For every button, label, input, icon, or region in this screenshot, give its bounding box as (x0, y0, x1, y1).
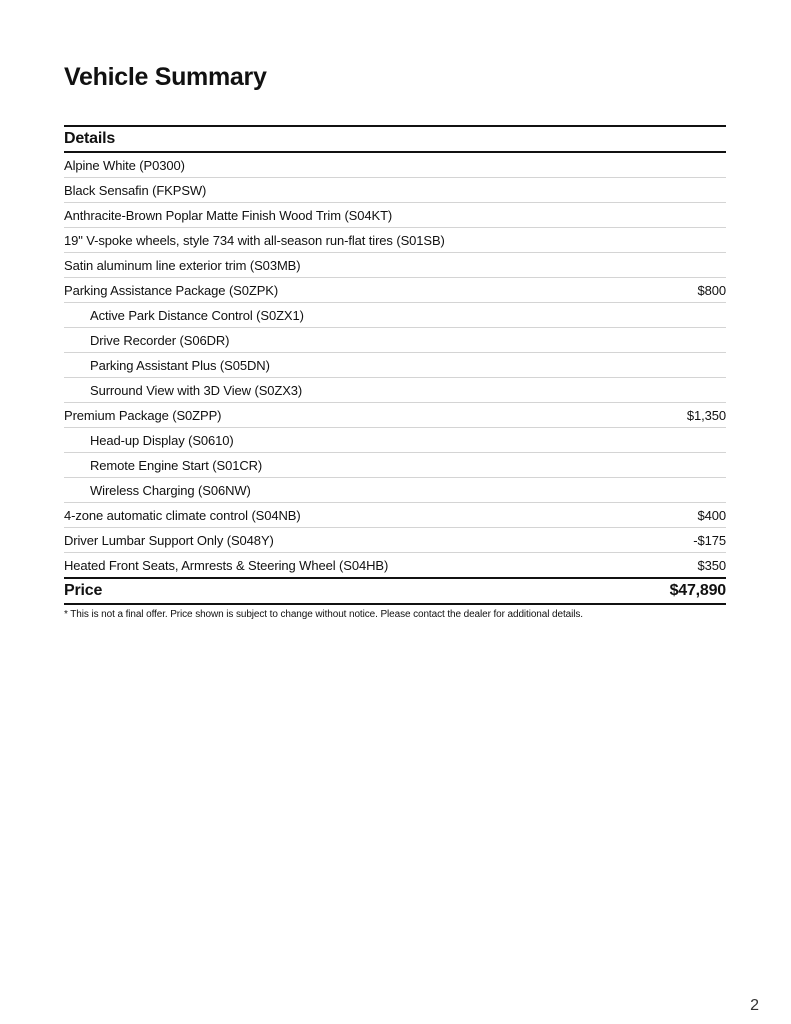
item-row (64, 228, 726, 253)
item-label: Parking Assistance Package (S0ZPK) (64, 282, 279, 298)
item-list (64, 153, 726, 577)
item-label: Heated Front Seats, Armrests & Steering Wheel (S04HB) (64, 557, 389, 573)
package-sub-item-row (64, 428, 726, 453)
package-sub-item-row (64, 378, 726, 403)
item-row (64, 503, 726, 528)
item-label: Satin aluminum line exterior trim (S03MB) (64, 257, 301, 273)
item-price: -$175 (693, 532, 726, 548)
item-label: Parking Assistant Plus (S05DN) (90, 357, 270, 373)
page-title: Vehicle Summary (64, 63, 267, 91)
item-price: $400 (697, 507, 726, 523)
item-label: Remote Engine Start (S01CR) (90, 457, 263, 473)
item-label: Alpine White (P0300) (64, 157, 185, 173)
total-price-row (64, 577, 726, 605)
item-price: $800 (697, 282, 726, 298)
package-sub-item-row (64, 453, 726, 478)
item-label: 4-zone automatic climate control (S04NB) (64, 507, 301, 523)
item-label: Active Park Distance Control (S0ZX1) (90, 307, 304, 323)
item-row (64, 203, 726, 228)
item-label: 19" V-spoke wheels, style 734 with all-season run-flat tires (S01SB) (64, 232, 445, 248)
details-header (64, 125, 726, 153)
package-sub-item-row (64, 478, 726, 503)
item-label: Drive Recorder (S06DR) (90, 332, 230, 348)
item-price: $1,350 (686, 407, 726, 423)
item-row (64, 253, 726, 278)
total-price-label: Price (64, 582, 103, 599)
item-row (64, 153, 726, 178)
item-row (64, 528, 726, 553)
item-label: Wireless Charging (S06NW) (90, 482, 251, 498)
item-price: $350 (697, 557, 726, 573)
item-row (64, 278, 726, 303)
item-label: Anthracite-Brown Poplar Matte Finish Wood Trim (S04KT) (64, 207, 393, 223)
package-sub-item-row (64, 353, 726, 378)
item-row (64, 553, 726, 577)
item-label: Premium Package (S0ZPP) (64, 407, 222, 423)
item-row (64, 178, 726, 203)
item-row (64, 403, 726, 428)
details-header-label: Details (64, 130, 116, 147)
package-sub-item-row (64, 328, 726, 353)
item-label: Head-up Display (S0610) (90, 432, 234, 448)
page-number: 2 (750, 997, 759, 1014)
package-sub-item-row (64, 303, 726, 328)
item-label: Black Sensafin (FKPSW) (64, 182, 207, 198)
item-label: Driver Lumbar Support Only (S048Y) (64, 532, 274, 548)
total-price-value: $47,890 (669, 582, 726, 599)
item-label: Surround View with 3D View (S0ZX3) (90, 382, 303, 398)
vehicle-summary-table (64, 125, 726, 620)
disclaimer: * This is not a final offer. Price shown is subject to change without notice. Please contact the dealer for additional details. (64, 609, 583, 620)
